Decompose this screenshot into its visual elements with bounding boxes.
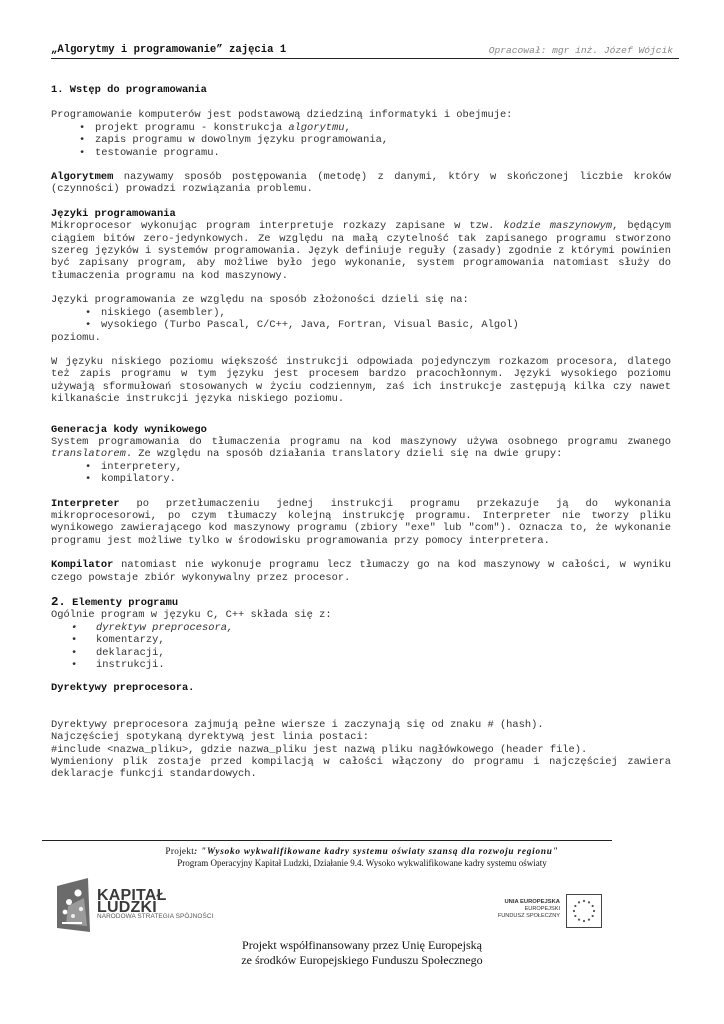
- algorytm-definition: Algorytmem nazywamy sposób postępowania (metodę) z danymi, który w skończonej liczbie kroków (czynności) prowadzi rozwiązania problemu.: [51, 171, 671, 196]
- dyrektywy-line-1: Dyrektywy preprocesora zajmują pełne wiersze i zaczynają się od znaku # (hash).: [51, 718, 544, 731]
- eu-star-icon: [583, 900, 585, 902]
- eu-star-icon: [574, 905, 576, 907]
- section2-heading: 2. Elementy programu: [51, 595, 179, 609]
- document-body: [51, 84, 671, 781]
- kapital-ludzki-logo: [54, 878, 224, 934]
- jezyki-paragraph: Mikroprocesor wykonując program interpretuje rozkazy zapisane w tzw. kodzie maszynowym, będącym ciągiem bitów zero-jedynkowych. Ze względu na małą czytelność tak zapisanego programu stworzono szereg języków i systemów programowania. Język definiuje reguły (zasady) zgodnie z którymi powinien być zapisany program, aby możliwe było jego wykonanie, system programowania natomiast służy do tłumaczenia programu na kod maszynowy.: [51, 220, 671, 282]
- kapital-ludzki-emblem-icon: [54, 878, 94, 934]
- dyrektywy-line-2: Najczęściej spotykaną dyrektywą jest linia postaci:: [51, 731, 370, 744]
- list-item: • projekt programu - konstrukcja algorytmu,: [51, 122, 671, 134]
- translator-groups-list: [51, 461, 671, 486]
- jezyki-heading: Języki programowania: [51, 207, 176, 220]
- kompilator-paragraph: Kompilator natomiast nie wykonuje programu lecz tłumaczy go na kod maszynowy w całości, w wyniku czego powstaje zbiór wykonywalny przez procesor.: [51, 559, 671, 584]
- generacja-heading: Generacja kody wynikowego: [51, 423, 207, 436]
- list-item: • interpretery,: [51, 461, 671, 473]
- list-item: • instrukcji.: [51, 659, 671, 671]
- eu-star-icon: [588, 919, 590, 921]
- eu-star-icon: [593, 910, 595, 912]
- list-item: • testowanie programu.: [51, 147, 671, 159]
- list-item: • komentarzy,: [51, 634, 671, 646]
- ue-efs-logo: [474, 894, 604, 928]
- list-item: • zapis programu w dowolnym języku programowania,: [51, 134, 671, 146]
- eu-star-icon: [583, 920, 585, 922]
- dyrektywy-line-3: #include <nazwa_pliku>, gdzie nazwa_pliku jest nazwą pliku nagłówkowego (header file).: [51, 743, 588, 756]
- footer-project-title: Projekt: "Wysoko wykwalifikowane kadry systemu oświaty szansą dla rozwoju regionu": [165, 846, 559, 856]
- list-item: • dyrektyw preprocesora,: [51, 622, 671, 634]
- eu-flag-icon: [566, 894, 602, 928]
- eu-star-icon: [574, 915, 576, 917]
- section1-bullets: [51, 122, 671, 159]
- interpreter-paragraph: Interpreter po przetłumaczeniu jednej instrukcji programu przekazuje ją do wykonania mikroprocesorowi, po czym tłumaczy kolejną instrukcję programu. Interpreter nie tworzy pliku wynikowego zawierającego kod maszynowy programu (zbiory "exe" lub "com"). Oznacza to, że wykonanie programu jest możliwe tylko w środowisku programowania przy pomocy interpretera.: [51, 497, 671, 547]
- section2-items: [51, 622, 671, 672]
- generacja-paragraph: System programowania do tłumaczenia programu na kod maszynowy używa osobnego programu zwanego translatorem. Ze względu na sposób działania translatory dzieli się na dwie grupy:: [51, 435, 671, 461]
- dyrektywy-heading: Dyrektywy preprocesora.: [51, 682, 195, 695]
- header-title: „Algorytmy i programowanie” zajęcia 1: [51, 44, 287, 56]
- jezyki-levels-intro: Języki programowania ze względu na sposób złożoności dzieli się na:: [51, 294, 469, 307]
- footer-program-line: Program Operacyjny Kapitał Ludzki, Działanie 9.4. Wysoko wykwalifikowane kadry systemu oświaty: [177, 858, 547, 868]
- eu-star-icon: [573, 910, 575, 912]
- list-item: • kompilatory.: [51, 473, 671, 485]
- cofinancing-note: Projekt współfinansowany przez Unię Europejską ze środków Europejskiego Funduszu Społecznego: [241, 938, 483, 967]
- ue-efs-text: UNIA EUROPEJSKA EUROPEJSKI FUNDUSZ SPOŁECZNY: [497, 899, 560, 919]
- list-item: • niskiego (asembler),: [51, 307, 671, 319]
- eu-star-icon: [578, 901, 580, 903]
- kapital-ludzki-title: KAPITAŁ LUDZKI: [97, 887, 167, 917]
- list-item: • wysokiego (Turbo Pascal, C/C++, Java, Fortran, Visual Basic, Algol): [51, 319, 671, 331]
- eu-star-icon: [578, 919, 580, 921]
- page-header: [51, 44, 679, 59]
- header-author: Opracował: mgr inż. Józef Wójcik: [488, 45, 673, 56]
- section2-intro: Ogólnie program w języku C, C++ składa się z:: [51, 609, 332, 622]
- section1-intro: Programowanie komputerów jest podstawową dziedziną informatyki i obejmuje:: [51, 109, 513, 122]
- jezyki-levels-tail: poziomu.: [51, 331, 101, 344]
- jezyki-paragraph-2: W języku niskiego poziomu większość instrukcji odpowiada pojedynczym rozkazom procesora, dlatego też zapis programu w tym języku jest procesem bardzo pracochłonnym. Języki wysokiego poziomu używają sformułowań stosowanych w życiu codziennym, zaś ich instrukcje zastępują kilka czy nawet kilkanaście instrukcji języka niskiego poziomu.: [51, 355, 671, 406]
- kapital-ludzki-subtitle: NARODOWA STRATEGIA SPÓJNOŚCI: [97, 913, 214, 920]
- eu-star-icon: [592, 915, 594, 917]
- footer-divider: [42, 840, 612, 841]
- dyrektywy-line-4: Wymieniony plik zostaje przed kompilacją w całości włączony do programu i najczęściej zawiera deklaracje funkcji standardowych.: [51, 756, 671, 781]
- eu-star-icon: [592, 905, 594, 907]
- list-item: • deklaracji,: [51, 647, 671, 659]
- section1-heading: 1. Wstęp do programowania: [51, 84, 207, 96]
- eu-star-icon: [588, 901, 590, 903]
- jezyki-levels-list: [51, 307, 671, 332]
